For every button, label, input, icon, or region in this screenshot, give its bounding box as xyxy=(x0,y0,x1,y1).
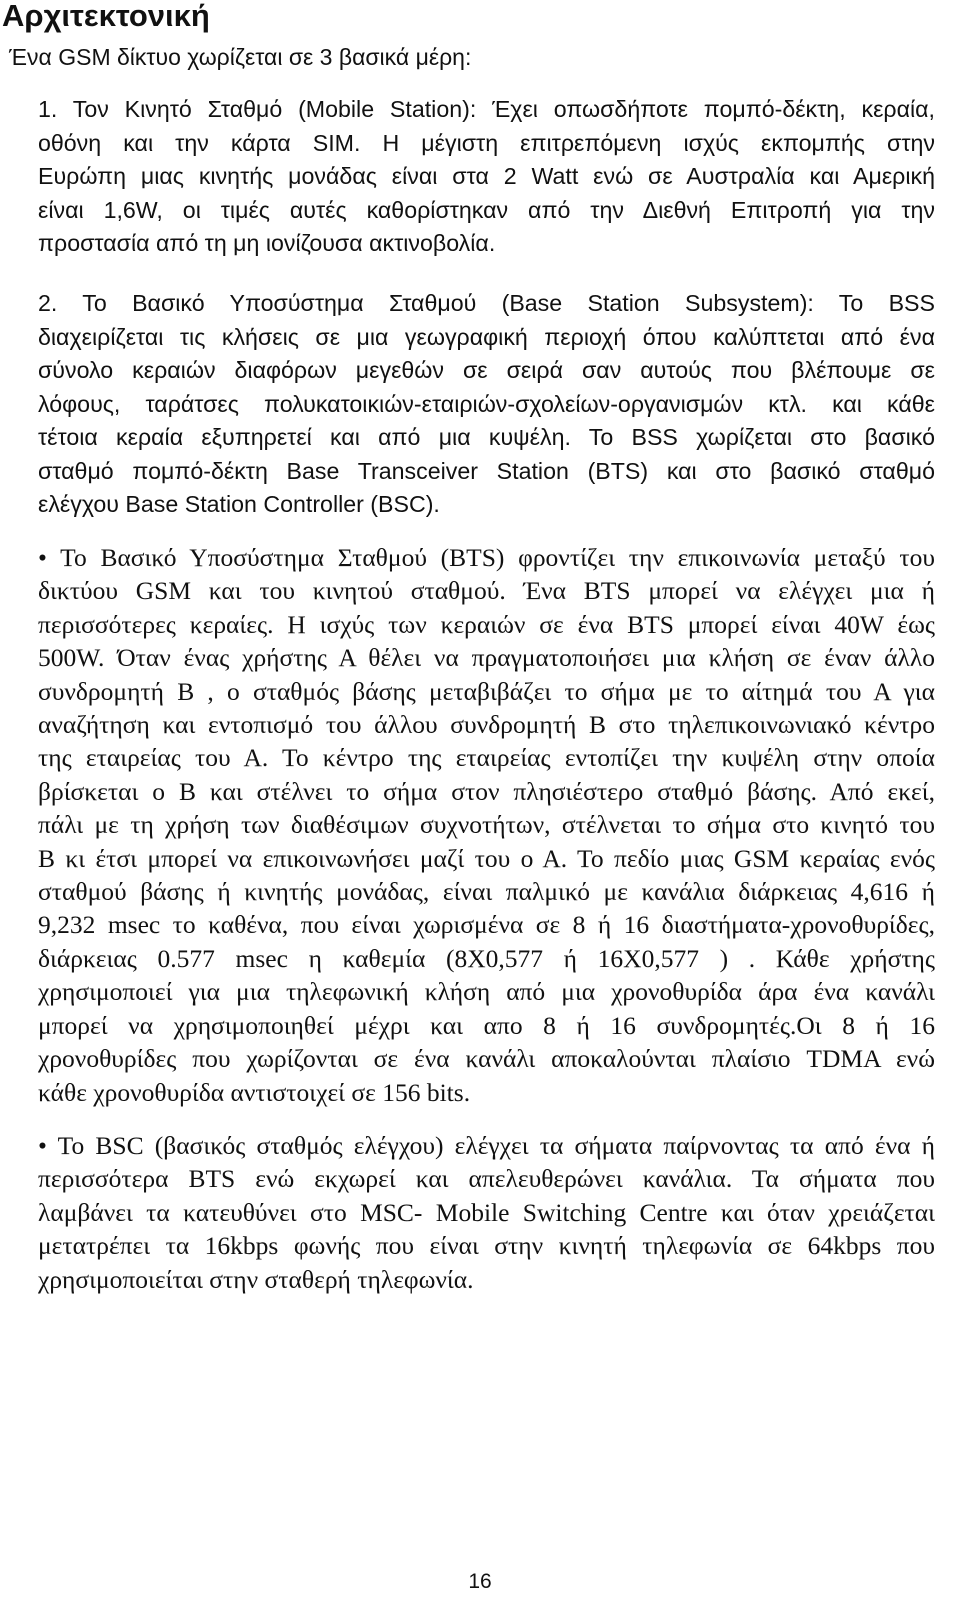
paragraph-line: σταθμό πομπό-δέκτη Base Transceiver Station (BTS) και στο βασικό σταθμό xyxy=(38,457,935,484)
paragraph-line: κάθε χρονοθυρίδα αντιστοιχεί σε 156 bits. xyxy=(38,1077,471,1107)
paragraph-line: πάλι με τη χρήση των διαθέσιμων συχνοτήτων, στέλνεται το σήμα στο κινητό του xyxy=(38,810,935,840)
paragraph-line: περισσότερες κεραίες. Η ισχύς των κεραιών σε ένα BTS μπορεί είναι 40W έως xyxy=(38,609,935,639)
paragraph-line: δικτύου GSM και του κινητού σταθμού. Ένα BTS μπορεί να ελέγχει μια ή xyxy=(38,576,935,606)
paragraph-line: περισσότερα BTS ενώ εκχωρεί και απελευθερώνει κανάλια. Τα σήματα που xyxy=(38,1164,935,1194)
intro-sentence: Ένα GSM δίκτυο χωρίζεται σε 3 βασικά μέρη: xyxy=(9,44,472,70)
paragraph-line: διαχειρίζεται τις κλήσεις σε μια γεωγραφική περιοχή όπου καλύπτεται από ένα xyxy=(38,323,935,350)
paragraph-line: σύνολο κεραιών διαφόρων μεγεθών σε σειρά σαν αυτούς που βλέπουμε σε xyxy=(38,357,935,383)
paragraph-line: χρονοθυρίδες που χωρίζονται σε ένα κανάλι αποκαλούνται πλαίσιο TDMA ενώ xyxy=(38,1044,935,1074)
bullet-paragraph-bts xyxy=(38,541,935,1109)
paragraph-line: μπορεί να χρησιμοποιηθεί μέχρι και απο 8 ή 16 συνδρομητές.Οι 8 ή 16 xyxy=(38,1010,935,1040)
paragraph-line: οθόνη και την κάρτα SIM. Η μέγιστη επιτρεπόμενη ισχύς εκπομπής στην xyxy=(38,129,935,156)
paragraph-line: χρησιμοποιείται στην σταθερή τηλεφωνία. xyxy=(38,1264,474,1294)
paragraph-line: της εταιρείας του Α. Το κέντρο της εταιρείας εντοπίζει την κυψέλη στην οποία xyxy=(38,743,935,773)
paragraph-line: • Το BSC (βασικός σταθμός ελέγχου) ελέγχει τα σήματα παίρνοντας τα από ένα ή xyxy=(38,1131,935,1160)
paragraph-line: ελέγχου Base Station Controller (BSC). xyxy=(38,491,440,517)
bullet-paragraph-bsc xyxy=(38,1129,935,1296)
paragraph-line: χρησιμοποιεί για μια τηλεφωνική κλήση από μια χρονοθυρίδα άρα ένα κανάλι xyxy=(38,977,935,1007)
paragraph-line: 1. Τον Κινητό Σταθμό (Mobile Station): Έχει οπωσδήποτε πομπό-δέκτη, κεραία, xyxy=(38,96,935,122)
paragraph-line: λόφους, ταράτσες πολυκατοικιών-εταιριών-σχολείων-οργανισμών κτλ. και κάθε xyxy=(38,390,935,417)
paragraph-line: σταθμού βάσης ή κινητής μονάδας, είναι παλμικό με κανάλια διάρκειας 4,616 ή xyxy=(38,877,935,907)
list-item-base-station-subsystem xyxy=(38,287,935,522)
paragraph-line: είναι 1,6W, οι τιμές αυτές καθορίστηκαν από την Διεθνή Επιτροπή για την xyxy=(38,196,935,223)
paragraph-line: διάρκειας 0.577 msec η καθεμία (8Χ0,577 ή 16Χ0,577 ) . Κάθε χρήστης xyxy=(38,943,935,973)
paragraph-line: λαμβάνει τα κατευθύνει στο MSC- Mobile Switching Centre και όταν χρειάζεται xyxy=(38,1197,935,1227)
paragraph-line: Ευρώπη μιας κινητής μονάδας είναι στα 2 Watt ενώ σε Αυστραλία και Αμερική xyxy=(38,163,935,189)
paragraph-line: τέτοια κεραία εξυπηρετεί και από μια κυψέλη. Το BSS χωρίζεται στο βασικό xyxy=(38,424,935,450)
page-number: 16 xyxy=(468,1570,492,1593)
paragraph-line: 2. Το Βασικό Υποσύστημα Σταθμού (Base Station Subsystem): Το BSS xyxy=(38,290,935,316)
paragraph-line: αναζήτηση και εντοπισμό του άλλου συνδρομητή Β στο τηλεπικοινωνιακό κέντρο xyxy=(38,710,935,740)
paragraph-line: Β κι έτσι μπορεί να επικοινωνήσει μαζί του ο Α. Το πεδίο μιας GSM κεραίας ενός xyxy=(38,843,935,873)
paragraph-line: 9,232 msec το καθένα, που είναι χωρισμένα σε 8 ή 16 διαστήματα-χρονοθυρίδες, xyxy=(38,910,935,940)
paragraph-line: συνδρομητή Β , ο σταθμός βάσης μεταβιβάζει το σήμα με το αίτημά του Α για xyxy=(38,676,935,706)
paragraph-line: προστασία από τη μη ιονίζουσα ακτινοβολία. xyxy=(38,230,496,256)
paragraph-line: μετατρέπει τα 16kbps φωνής που είναι στην κινητή τηλεφωνία σε 64kbps που xyxy=(38,1231,935,1261)
paragraph-line: • Το Βασικό Υποσύστημα Σταθμού (BTS) φροντίζει την επικοινωνία μεταξύ του xyxy=(38,543,935,572)
section-title: Αρχιτεκτονική xyxy=(2,0,210,33)
paragraph-line: βρίσκεται ο Β και στέλνει το σήμα στον πλησιέστερο σταθμό βάσης. Από εκεί, xyxy=(38,776,935,806)
list-item-mobile-station xyxy=(38,93,935,261)
paragraph-line: 500W. Όταν ένας χρήστης Α θέλει να πραγματοποιήσει μια κλήση σε έναν άλλο xyxy=(38,643,935,673)
